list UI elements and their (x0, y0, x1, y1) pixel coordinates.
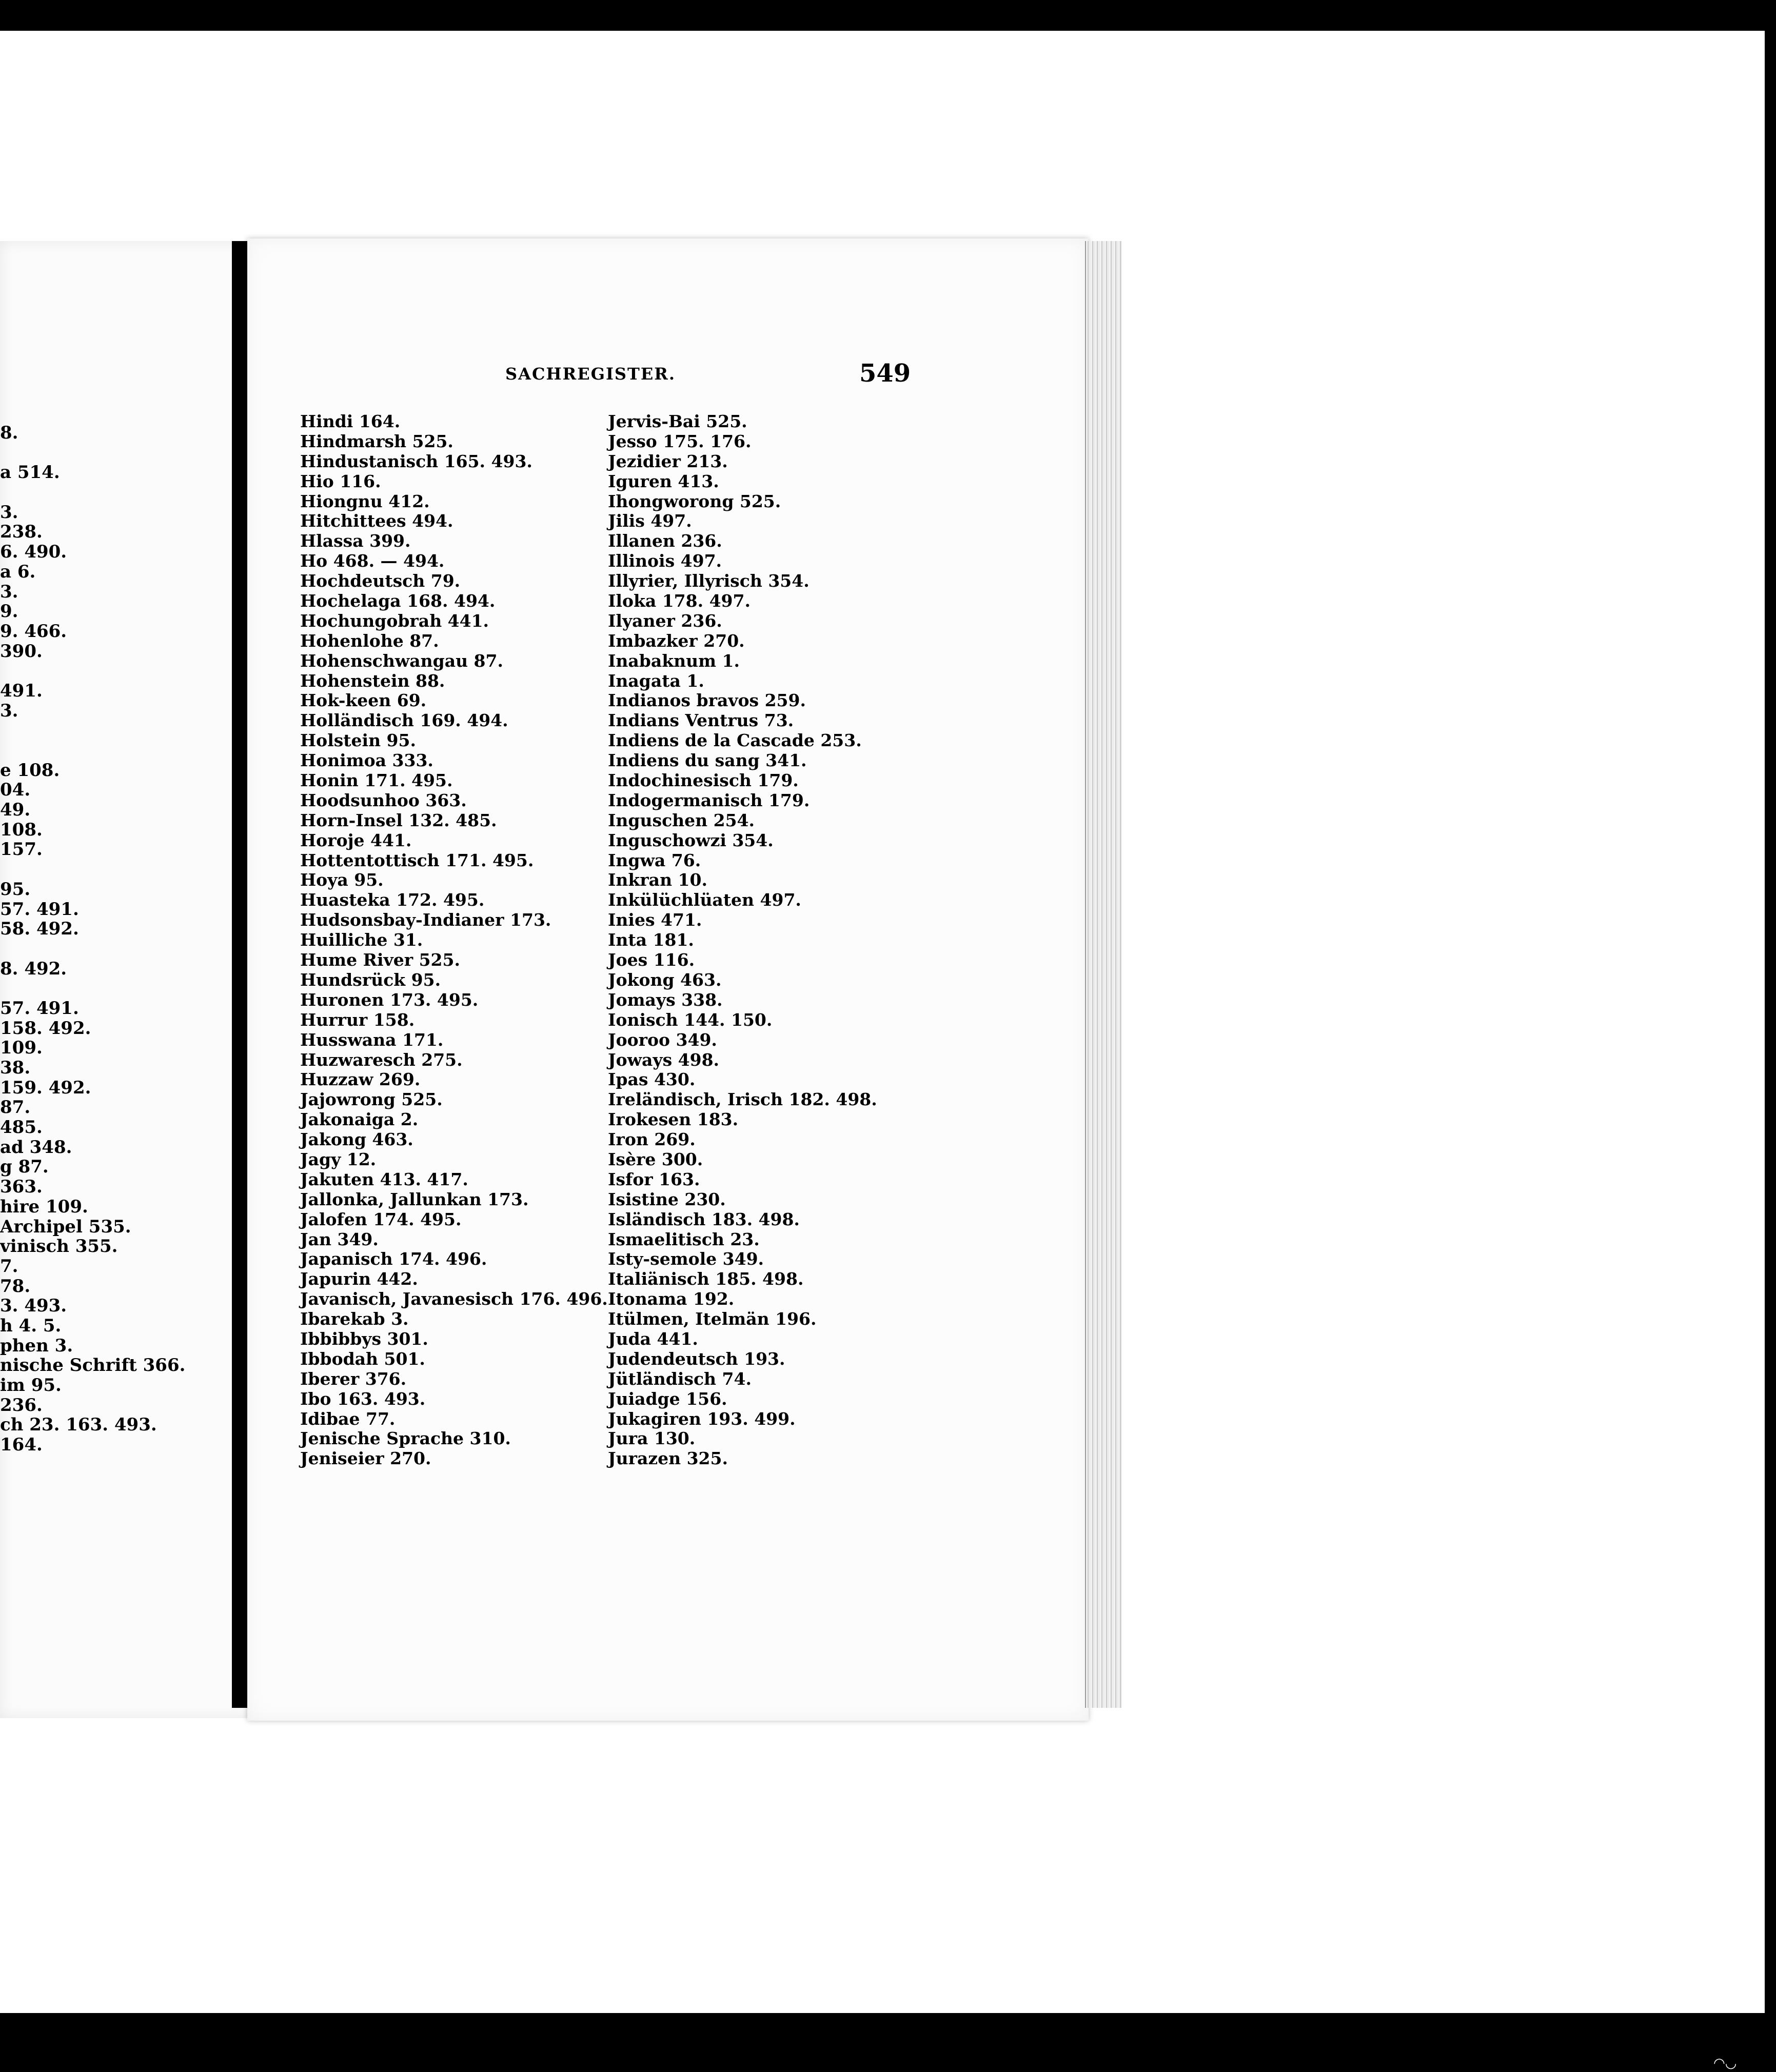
index-entry: Indianos bravos 259. (608, 690, 806, 711)
index-entry: Japurin 442. (300, 1269, 418, 1289)
left-page-line: 3. (0, 502, 18, 523)
index-entry: Ireländisch, Irisch 182. 498. (608, 1089, 877, 1110)
index-entry: Indiens de la Cascade 253. (608, 730, 862, 751)
index-entry: Juiadge 156. (608, 1388, 727, 1409)
index-entry: Jajowrong 525. (300, 1089, 443, 1110)
index-entry: Isistine 230. (608, 1189, 726, 1209)
left-page-line: e 108. (0, 760, 60, 781)
left-page-line: 58. 492. (0, 919, 79, 940)
index-entry: Jalofen 174. 495. (300, 1209, 462, 1229)
left-page-line: 159. 492. (0, 1077, 91, 1098)
index-entry: Huronen 173. 495. (300, 989, 479, 1010)
left-page-line: h 4. 5. (0, 1315, 62, 1336)
left-page-line (0, 741, 236, 761)
index-entry: Ilyaner 236. (608, 610, 722, 631)
index-entry: Iloka 178. 497. (608, 591, 751, 611)
left-page-line: 158. 492. (0, 1018, 91, 1039)
running-head: SACHREGISTER. (505, 364, 676, 384)
left-page-text (0, 423, 236, 1455)
left-page-line: 87. (0, 1097, 31, 1118)
index-entry: Hitchittees 494. (300, 511, 453, 531)
index-entry: Hochungobrah 441. (300, 610, 489, 631)
left-page-line: 491. (0, 680, 43, 701)
index-entry: Jesso 175. 176. (608, 431, 752, 451)
index-entry: Jilis 497. (608, 511, 692, 531)
index-entry: Indians Ventrus 73. (608, 710, 794, 731)
index-entry: Holstein 95. (300, 730, 416, 751)
left-page-line (0, 939, 236, 959)
index-entry: Ibbodah 501. (300, 1348, 425, 1369)
index-entry: Italiänisch 185. 498. (608, 1269, 804, 1289)
index-entry: Ingwa 76. (608, 850, 701, 870)
index-entry: Honin 171. 495. (300, 770, 453, 791)
index-entry: Isfor 163. (608, 1169, 700, 1189)
index-entry: Hohenlohe 87. (300, 630, 439, 651)
index-entry: Illanen 236. (608, 531, 722, 551)
index-entry: Inguschen 254. (608, 810, 755, 830)
left-page-line (0, 721, 236, 741)
index-column-left (300, 411, 608, 1469)
index-entry: Hio 116. (300, 471, 381, 491)
index-entry: Jezidier 213. (608, 451, 728, 471)
left-page-line: 8. (0, 423, 18, 443)
index-entry: Jervis-Bai 525. (608, 411, 747, 431)
index-entry: Jenische Sprache 310. (300, 1428, 511, 1449)
index-entry: Inguschowzi 354. (608, 830, 774, 850)
left-page-line: ch 23. 163. 493. (0, 1414, 157, 1436)
index-entry: Hundsrück 95. (300, 969, 441, 990)
index-entry: Holländisch 169. 494. (300, 710, 508, 731)
index-entry: Hindi 164. (300, 411, 401, 431)
left-page-line: vinisch 355. (0, 1236, 118, 1257)
index-entry: Hochelaga 168. 494. (300, 591, 496, 611)
page-number: 549 (859, 359, 911, 388)
index-entry: Huzzaw 269. (300, 1069, 421, 1090)
index-entry: Inies 471. (608, 910, 702, 930)
left-page-line: a 6. (0, 561, 36, 582)
left-page-line: 8. 492. (0, 958, 67, 979)
index-entry: Jallonka, Jallunkan 173. (300, 1189, 529, 1209)
index-entry: Hiongnu 412. (300, 491, 430, 511)
index-entry: Jan 349. (300, 1229, 379, 1249)
index-entry: Iguren 413. (608, 471, 719, 491)
index-entry: Javanisch, Javanesisch 176. 496. (300, 1289, 608, 1309)
index-entry: Inabaknum 1. (608, 650, 740, 671)
index-entry: Huzwaresch 275. (300, 1049, 463, 1070)
left-page-line: 3. 493. (0, 1296, 67, 1317)
book-gutter (232, 241, 247, 1708)
index-entry: Hoya 95. (300, 870, 384, 890)
index-entry: Japanisch 174. 496. (300, 1249, 487, 1269)
index-entry: Horn-Insel 132. 485. (300, 810, 497, 830)
index-entry: Indogermanisch 179. (608, 790, 810, 810)
left-page-line: ad 348. (0, 1137, 72, 1158)
left-page-line (0, 860, 236, 880)
index-entry: Hochdeutsch 79. (300, 571, 461, 591)
left-page-line: nische Schrift 366. (0, 1355, 186, 1376)
left-page-line: hire 109. (0, 1196, 88, 1217)
index-entry: Ibarekab 3. (300, 1309, 409, 1329)
index-entry: Isère 300. (608, 1149, 703, 1169)
left-page-line (0, 483, 236, 503)
index-entry: Husswana 171. (300, 1029, 444, 1050)
left-page-line: 38. (0, 1058, 31, 1078)
index-entry: Jukagiren 193. 499. (608, 1408, 796, 1429)
index-entry: Hudsonsbay-Indianer 173. (300, 910, 551, 930)
scan-border-bottom (0, 2013, 1776, 2072)
left-page-line: 57. 491. (0, 899, 79, 920)
index-entry: Inkran 10. (608, 870, 707, 890)
left-page-line: 95. (0, 879, 31, 900)
index-entry: Hlassa 399. (300, 531, 411, 551)
left-page-line (0, 979, 236, 999)
index-entry: Ihongworong 525. (608, 491, 781, 511)
index-entry: Hottentottisch 171. 495. (300, 850, 534, 870)
index-entry: Idibae 77. (300, 1408, 396, 1429)
left-page-line: 6. 490. (0, 542, 67, 563)
left-page-line: 57. 491. (0, 998, 79, 1019)
left-page-line: 04. (0, 780, 31, 801)
left-page-line: 3. (0, 700, 18, 721)
index-entry: Itülmen, Itelmän 196. (608, 1309, 817, 1329)
index-entry: Jakonaiga 2. (300, 1109, 419, 1130)
left-page-line: 78. (0, 1276, 31, 1297)
index-entry: Illinois 497. (608, 551, 722, 571)
index-entry: Huasteka 172. 495. (300, 890, 485, 910)
index-entry: Ismaelitisch 23. (608, 1229, 760, 1249)
index-entry: Jakuten 413. 417. (300, 1169, 468, 1189)
scan-border-top (0, 0, 1776, 31)
index-entry: Jurazen 325. (608, 1448, 728, 1469)
index-entry: Ibo 163. 493. (300, 1388, 426, 1409)
index-entry: Hohenschwangau 87. (300, 650, 503, 671)
index-entry: Inagata 1. (608, 670, 704, 691)
index-entry: Joes 116. (608, 950, 695, 970)
index-entry: Indiens du sang 341. (608, 750, 807, 771)
index-entry: Honimoa 333. (300, 750, 433, 771)
index-entry: Jeniseier 270. (300, 1448, 431, 1469)
left-page-line: 9. (0, 601, 18, 622)
left-page-line: 157. (0, 839, 43, 860)
index-entry: Hoodsunhoo 363. (300, 790, 467, 810)
index-entry: Judendeutsch 193. (608, 1348, 785, 1369)
left-page-line: 108. (0, 819, 43, 840)
index-entry: Inkülüchlüaten 497. (608, 890, 801, 910)
index-entry: Ionisch 144. 150. (608, 1009, 773, 1030)
index-entry: Ibbibbys 301. (300, 1328, 428, 1349)
index-entry: Hindustanisch 165. 493. (300, 451, 532, 471)
index-entry: Hurrur 158. (300, 1009, 415, 1030)
index-entry: Hindmarsh 525. (300, 431, 453, 451)
left-page-line: im 95. (0, 1375, 62, 1396)
index-entry: Illyrier, Illyrisch 354. (608, 571, 810, 591)
index-entry: Jokong 463. (608, 969, 722, 990)
index-entry: Isländisch 183. 498. (608, 1209, 800, 1229)
index-entry: Irokesen 183. (608, 1109, 739, 1130)
left-page-line: a 514. (0, 462, 60, 483)
index-entry: Jakong 463. (300, 1129, 413, 1150)
index-entry: Jooroo 349. (608, 1029, 717, 1050)
index-entry: Iberer 376. (300, 1368, 407, 1389)
index-entry: Jagy 12. (300, 1149, 377, 1169)
index-column-right (608, 412, 916, 1469)
index-entry: Inta 181. (608, 930, 694, 950)
index-entry: Ho 468. — 494. (300, 551, 445, 571)
left-page-line: 164. (0, 1435, 43, 1456)
index-entry: Hume River 525. (300, 950, 460, 970)
index-entry: Ipas 430. (608, 1069, 696, 1090)
index-entry: Joways 498. (608, 1049, 720, 1070)
left-page-line: 485. (0, 1117, 43, 1138)
index-entry: Juda 441. (608, 1328, 698, 1349)
index-entry: Jütländisch 74. (608, 1368, 752, 1389)
left-page-line: g 87. (0, 1157, 49, 1178)
left-page-line: 238. (0, 522, 43, 543)
index-entry: Huilliche 31. (300, 930, 423, 950)
page-edges (1085, 241, 1122, 1708)
left-page-line: 390. (0, 641, 43, 662)
scan-mark: ◠◡ (1713, 2056, 1737, 2071)
left-page-line: phen 3. (0, 1335, 73, 1356)
left-page-line: 236. (0, 1394, 43, 1416)
left-page-line: Archipel 535. (0, 1216, 131, 1237)
index-entry: Isty-semole 349. (608, 1249, 764, 1269)
index-entry: Imbazker 270. (608, 630, 745, 651)
index-entry: Jomays 338. (608, 989, 723, 1010)
index-entry: Hohenstein 88. (300, 670, 445, 691)
scan-border-right (1765, 0, 1776, 2072)
left-page-line: 7. (0, 1256, 18, 1277)
index-entry: Indochinesisch 179. (608, 770, 799, 791)
index-entry: Iron 269. (608, 1129, 696, 1150)
index-entry: Hok-keen 69. (300, 690, 427, 711)
left-page-line: 363. (0, 1177, 43, 1198)
left-page-line: 9. 466. (0, 621, 67, 642)
left-page-line: 49. (0, 800, 31, 821)
index-entry: Jura 130. (608, 1428, 696, 1449)
index-entry: Horoje 441. (300, 830, 412, 850)
index-entry: Itonama 192. (608, 1289, 735, 1309)
left-page-line (0, 661, 236, 681)
left-page-line: 3. (0, 581, 18, 602)
left-page-line (0, 443, 236, 463)
left-page-line: 109. (0, 1038, 43, 1059)
